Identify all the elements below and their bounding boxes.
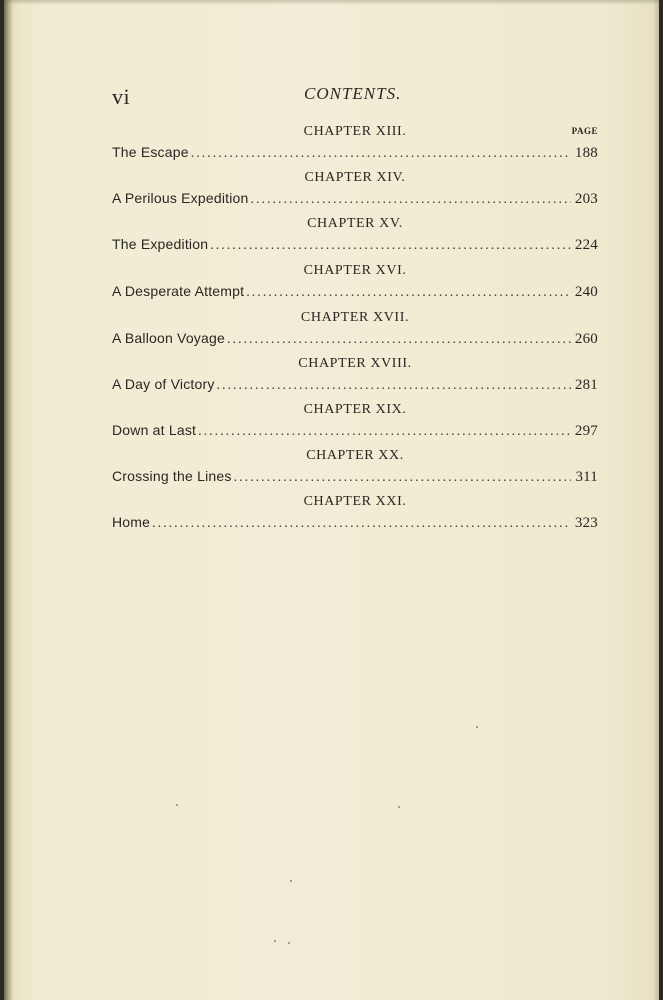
chapter-heading: CHAPTER XIV. — [304, 170, 406, 185]
toc-row — [112, 144, 598, 162]
dot-leader — [152, 516, 571, 532]
toc-title: The Expedition — [112, 236, 209, 252]
toc-page-number: 281 — [574, 377, 598, 393]
chapter-heading: CHAPTER XXI. — [303, 494, 407, 509]
chapter-heading: CHAPTER XVII. — [300, 310, 410, 325]
toc-title: A Day of Victory — [112, 376, 215, 392]
toc-title: The Escape — [112, 144, 189, 160]
toc-entry — [112, 398, 598, 444]
chapter-heading: CHAPTER XVIII. — [298, 356, 412, 371]
toc-page-number: 297 — [574, 423, 598, 439]
paper-speck — [288, 942, 290, 944]
dot-leader — [198, 424, 571, 440]
toc-entry — [112, 444, 598, 490]
running-head: CONTENTS. — [304, 84, 402, 103]
toc-entry — [112, 490, 598, 536]
dot-leader — [217, 378, 571, 394]
toc-row — [112, 283, 598, 301]
paper-speck — [176, 804, 178, 806]
dot-leader — [227, 332, 571, 348]
chapter-heading: CHAPTER XIII. — [303, 124, 407, 139]
toc-entry — [112, 166, 598, 212]
page-edge-shadow — [653, 0, 659, 1000]
toc-row — [112, 236, 598, 254]
toc-entry — [112, 212, 598, 259]
toc-title: Home — [112, 514, 151, 530]
chapter-heading: CHAPTER XV. — [307, 216, 403, 231]
toc-page-number: 260 — [574, 331, 598, 347]
dot-leader — [246, 285, 571, 301]
dot-leader — [210, 238, 571, 254]
toc-row — [112, 376, 598, 394]
page-top-shadow — [4, 0, 659, 5]
chapter-heading: CHAPTER XX. — [306, 448, 404, 463]
paper-speck — [398, 806, 400, 808]
page-number: vi — [112, 84, 131, 109]
toc-row — [112, 190, 598, 208]
toc-title: A Balloon Voyage — [112, 330, 225, 346]
toc-entry — [112, 259, 598, 306]
dot-leader — [191, 146, 571, 162]
paper-speck — [290, 880, 292, 882]
paper-speck — [476, 726, 478, 728]
dot-leader — [251, 192, 571, 208]
toc-page-number: 323 — [574, 515, 598, 531]
toc-title: Crossing the Lines — [112, 468, 232, 484]
toc-title: Down at Last — [112, 422, 197, 438]
toc-title: A Perilous Expedition — [112, 190, 249, 206]
chapter-heading: CHAPTER XIX. — [303, 402, 407, 417]
toc-entry — [112, 352, 598, 398]
toc-page-number: 240 — [574, 284, 598, 300]
toc-page-number: 311 — [575, 469, 598, 485]
toc-page-number: 224 — [574, 237, 598, 253]
toc-page-number: 188 — [574, 145, 598, 161]
toc-row — [112, 468, 598, 486]
toc-title: A Desperate Attempt — [112, 283, 245, 299]
page-column-label: PAGE — [571, 126, 598, 136]
toc-entry — [112, 120, 598, 166]
toc-row — [112, 422, 598, 440]
table-of-contents — [112, 120, 598, 536]
toc-entry — [112, 306, 598, 352]
paper-speck — [274, 940, 276, 942]
toc-page-number: 203 — [574, 191, 598, 207]
chapter-heading: CHAPTER XVI. — [303, 263, 407, 278]
dot-leader — [234, 470, 572, 486]
toc-row — [112, 514, 598, 532]
toc-row — [112, 330, 598, 348]
book-page — [4, 0, 659, 1000]
page-spine-shadow — [4, 0, 12, 1000]
